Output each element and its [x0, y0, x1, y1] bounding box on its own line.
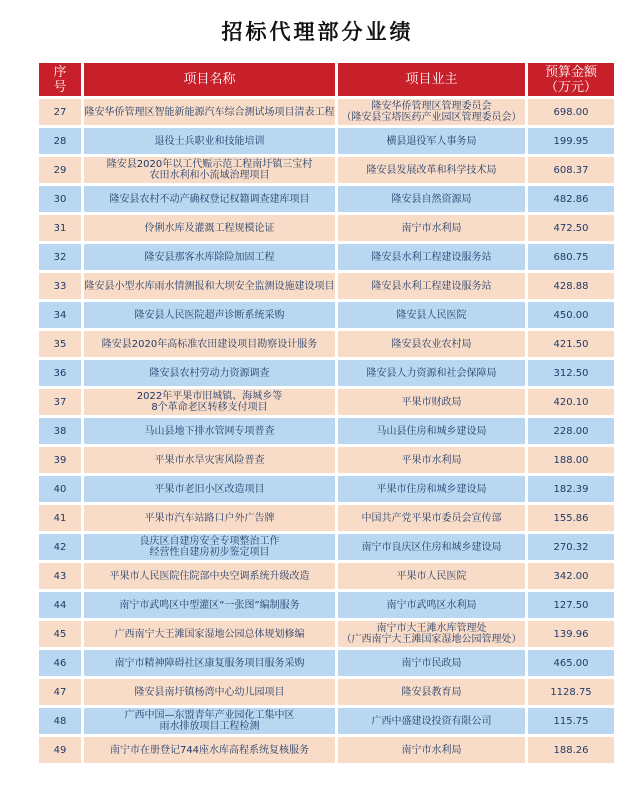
row-number: 29 [39, 157, 81, 183]
budget-amount: 139.96 [528, 621, 614, 647]
project-name: 南宁市在册登记744座水库高程系统复核服务 [84, 737, 335, 763]
table-row [39, 592, 614, 618]
table-row [39, 563, 614, 589]
project-owner: 南宁市民政局 [338, 650, 525, 676]
row-number: 35 [39, 331, 81, 357]
header-name: 项目名称 [84, 63, 335, 96]
project-name: 隆安县2020年以工代赈示范工程南圩镇三宝村 农田水利和小流域治理项目 [84, 157, 335, 183]
project-owner: 平果市财政局 [338, 389, 525, 415]
row-number: 41 [39, 505, 81, 531]
project-owner: 横县退役军人事务局 [338, 128, 525, 154]
table-row [39, 360, 614, 386]
table-row [39, 302, 614, 328]
project-owner: 隆安华侨管理区管理委员会 （隆安县宝塔医药产业园区管理委员会） [338, 99, 525, 125]
table-row [39, 331, 614, 357]
row-number: 45 [39, 621, 81, 647]
project-name: 隆安县那客水库除险加固工程 [84, 244, 335, 270]
budget-amount: 421.50 [528, 331, 614, 357]
table-row [39, 186, 614, 212]
project-name: 南宁市武鸣区中型灌区“一张图”编制服务 [84, 592, 335, 618]
table-row [39, 505, 614, 531]
project-owner: 隆安县人民医院 [338, 302, 525, 328]
row-number: 48 [39, 708, 81, 734]
header-owner: 项目业主 [338, 63, 525, 96]
budget-amount: 420.10 [528, 389, 614, 415]
budget-amount: 228.00 [528, 418, 614, 444]
row-number: 32 [39, 244, 81, 270]
row-number: 30 [39, 186, 81, 212]
table-row [39, 244, 614, 270]
table-row [39, 534, 614, 560]
budget-amount: 1128.75 [528, 679, 614, 705]
row-number: 27 [39, 99, 81, 125]
budget-amount: 465.00 [528, 650, 614, 676]
table-row [39, 679, 614, 705]
table-row [39, 418, 614, 444]
budget-amount: 188.26 [528, 737, 614, 763]
project-name: 隆安县人民医院超声诊断系统采购 [84, 302, 335, 328]
budget-amount: 199.95 [528, 128, 614, 154]
table-row [39, 708, 614, 734]
table-row [39, 273, 614, 299]
row-number: 39 [39, 447, 81, 473]
project-name: 平果市汽车站路口户外广告牌 [84, 505, 335, 531]
project-name: 广西中国—东盟青年产业园化工集中区 雨水排放项目工程检测 [84, 708, 335, 734]
table-row [39, 215, 614, 241]
budget-amount: 155.86 [528, 505, 614, 531]
row-number: 38 [39, 418, 81, 444]
project-name: 平果市水旱灾害风险普查 [84, 447, 335, 473]
budget-amount: 472.50 [528, 215, 614, 241]
budget-amount: 115.75 [528, 708, 614, 734]
project-owner: 隆安县水利工程建设服务站 [338, 273, 525, 299]
project-owner: 南宁市水利局 [338, 215, 525, 241]
performance-table [36, 60, 617, 766]
project-name: 2022年平果市旧城镇、海城乡等 8个革命老区转移支付项目 [84, 389, 335, 415]
row-number: 34 [39, 302, 81, 328]
table-row [39, 476, 614, 502]
project-name: 隆安县南圩镇杨湾中心幼儿园项目 [84, 679, 335, 705]
budget-amount: 127.50 [528, 592, 614, 618]
row-number: 46 [39, 650, 81, 676]
table-row [39, 389, 614, 415]
row-number: 43 [39, 563, 81, 589]
project-name: 良庆区自建房安全专项整治工作 经营性自建房初步鉴定项目 [84, 534, 335, 560]
table-row [39, 447, 614, 473]
budget-amount: 312.50 [528, 360, 614, 386]
budget-amount: 680.75 [528, 244, 614, 270]
row-number: 36 [39, 360, 81, 386]
project-name: 南宁市精神障碍社区康复服务项目服务采购 [84, 650, 335, 676]
budget-amount: 608.37 [528, 157, 614, 183]
budget-amount: 482.86 [528, 186, 614, 212]
project-owner: 南宁市水利局 [338, 737, 525, 763]
project-name: 平果市老旧小区改造项目 [84, 476, 335, 502]
project-owner: 平果市水利局 [338, 447, 525, 473]
project-owner: 平果市人民医院 [338, 563, 525, 589]
table-row [39, 737, 614, 763]
project-owner: 南宁市良庆区住房和城乡建设局 [338, 534, 525, 560]
budget-amount: 698.00 [528, 99, 614, 125]
project-owner: 隆安县水利工程建设服务站 [338, 244, 525, 270]
project-name: 隆安华侨管理区智能新能源汽车综合测试场项目清表工程 [84, 99, 335, 125]
row-number: 37 [39, 389, 81, 415]
project-owner: 南宁市大王滩水库管理处 （广西南宁大王滩国家湿地公园管理处） [338, 621, 525, 647]
project-name: 广西南宁大王滩国家湿地公园总体规划修编 [84, 621, 335, 647]
project-owner: 马山县住房和城乡建设局 [338, 418, 525, 444]
row-number: 28 [39, 128, 81, 154]
budget-amount: 182.39 [528, 476, 614, 502]
table-row [39, 128, 614, 154]
table-row [39, 99, 614, 125]
budget-amount: 188.00 [528, 447, 614, 473]
table-body [39, 99, 614, 763]
project-owner: 隆安县教育局 [338, 679, 525, 705]
project-name: 伶俐水库及灌溉工程规模论证 [84, 215, 335, 241]
row-number: 33 [39, 273, 81, 299]
budget-amount: 342.00 [528, 563, 614, 589]
table-row [39, 650, 614, 676]
row-number: 31 [39, 215, 81, 241]
project-name: 隆安县农村劳动力资源调查 [84, 360, 335, 386]
project-owner: 广西中盛建设投资有限公司 [338, 708, 525, 734]
project-owner: 南宁市武鸣区水利局 [338, 592, 525, 618]
row-number: 49 [39, 737, 81, 763]
project-owner: 隆安县人力资源和社会保障局 [338, 360, 525, 386]
budget-amount: 270.32 [528, 534, 614, 560]
project-name: 马山县地下排水管网专项普查 [84, 418, 335, 444]
project-name: 隆安县小型水库雨水情测报和大坝安全监测设施建设项目 [84, 273, 335, 299]
row-number: 47 [39, 679, 81, 705]
page-title: 招标代理部分业绩 [221, 20, 414, 44]
budget-amount: 428.88 [528, 273, 614, 299]
project-owner: 平果市住房和城乡建设局 [338, 476, 525, 502]
project-name: 平果市人民医院住院部中央空调系统升级改造 [84, 563, 335, 589]
project-name: 隆安县2020年高标准农田建设项目勘察设计服务 [84, 331, 335, 357]
table-header-row [39, 63, 614, 96]
budget-amount: 450.00 [528, 302, 614, 328]
project-owner: 中国共产党平果市委员会宣传部 [338, 505, 525, 531]
header-no: 序 号 [39, 63, 81, 96]
project-owner: 隆安县农业农村局 [338, 331, 525, 357]
project-owner: 隆安县发展改革和科学技术局 [338, 157, 525, 183]
project-name: 退役士兵职业和技能培训 [84, 128, 335, 154]
row-number: 44 [39, 592, 81, 618]
table-row [39, 621, 614, 647]
row-number: 42 [39, 534, 81, 560]
table-row [39, 157, 614, 183]
header-amount: 预算金额 （万元） [528, 63, 614, 96]
project-name: 隆安县农村不动产确权登记权籍调查建库项目 [84, 186, 335, 212]
project-owner: 隆安县自然资源局 [338, 186, 525, 212]
row-number: 40 [39, 476, 81, 502]
